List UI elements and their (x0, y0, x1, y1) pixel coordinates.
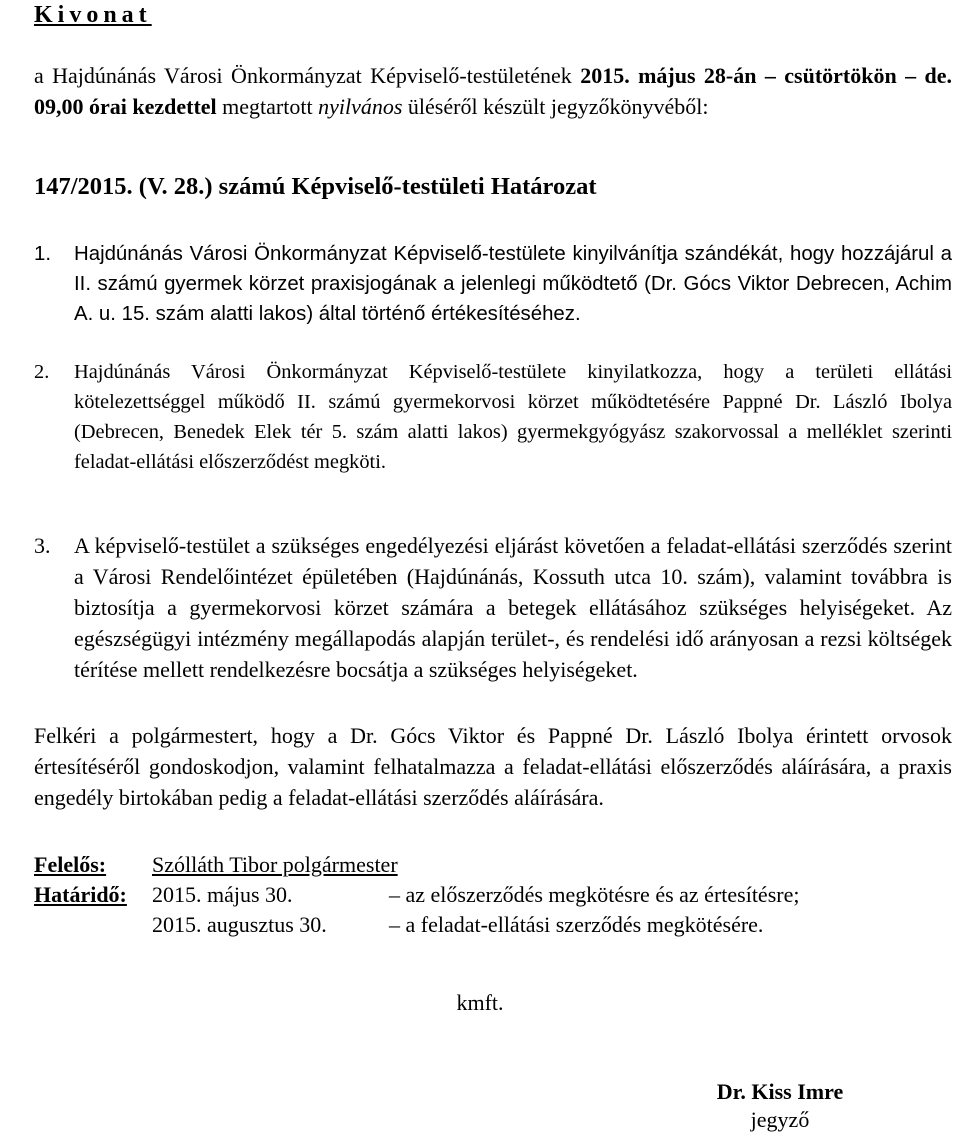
resolution-item-1 (34, 239, 952, 329)
signature-block (690, 1078, 870, 1134)
item-text: Hajdúnánás Városi Önkormányzat Képviselő-testülete kinyilatkozza, hogy a területi ellátási kötelezettséggel működő II. számú gyermekorvosi körzet működtetésére Pappné Dr. László Ibolya (Debrecen, Benedek Elek tér 5. szám alatti lakos) gyermekgyógyász szakorvossal a melléklet szerinti feladat-ellátási előszerződést megköti. (74, 361, 952, 473)
deadline-desc-1: – az előszerződés megkötésre és az értesítésre; (389, 882, 800, 907)
intro-public: nyilvános (318, 94, 403, 119)
resolution-title: 147/2015. (V. 28.) számú Képviselő-testületi Határozat (34, 173, 597, 200)
intro-mid: megtartott (222, 94, 313, 119)
intro-pre: a Hajdúnánás Városi Önkormányzat Képviselő-testületének (34, 63, 572, 88)
deadline-desc-2: – a feladat-ellátási szerződés megkötésére. (389, 912, 764, 937)
signatory-title: jegyző (750, 1107, 810, 1132)
intro-post: üléséről készült jegyzőkönyvéből: (407, 94, 709, 119)
item-number: 3. (34, 533, 51, 558)
item-number: 1. (34, 243, 52, 265)
request-paragraph: Felkéri a polgármestert, hogy a Dr. Gócs Viktor és Pappné Dr. László Ibolya érintett orvosok értesítéséről gondoskodjon, valamint felhatalmazza a feladat-ellátási előszerződés aláírására, a praxis engedély birtokában pedig a feladat-ellátási szerződés aláírására. (34, 723, 952, 810)
responsibility-block (34, 850, 952, 940)
deadline-label: Határidő: (34, 882, 127, 907)
responsible-label: Felelős: (34, 852, 107, 877)
item-number: 2. (34, 361, 50, 383)
resolution-item-2 (34, 357, 952, 477)
intro-paragraph (34, 60, 952, 122)
intro-date: 2015. május 28-án – csütörtökön – de. 09,00 órai kezdettel (34, 63, 952, 119)
deadline-date-1: 2015. május 30. (152, 882, 293, 907)
item-text: Hajdúnánás Városi Önkormányzat Képviselő-testülete kinyilvánítja szándékát, hogy hozzájárul a II. számú gyermek körzet praxisjogának a jelenlegi működtető (Dr. Gócs Viktor Debrecen, Achim A. u. 15. szám alatti lakos) által történő értékesítéséhez. (74, 243, 952, 325)
responsible-name: Szólláth Tibor polgármester (152, 852, 398, 877)
resolution-item-3 (34, 530, 952, 685)
deadline-date-2: 2015. augusztus 30. (152, 912, 327, 937)
item-text: A képviselő-testület a szükséges engedélyezési eljárást követően a feladat-ellátási szerződés szerint a Városi Rendelőintézet épületében (Hajdúnánás, Kossuth utca 10. szám), valamint továbbra is biztosítja a gyermekorvosi körzet számára a betegek ellátásához szükséges helyiségeket. Az egészségügyi intézmény megállapodás alapján terület-, és rendelési idő arányosan a rezsi költségek térítése mellett rendelkezésre bocsátja a szükséges helyiségeket. (74, 533, 952, 682)
kmft-note: kmft. (456, 990, 504, 1015)
document-heading: Kivonat (34, 2, 152, 28)
signatory-name: Dr. Kiss Imre (716, 1079, 844, 1104)
